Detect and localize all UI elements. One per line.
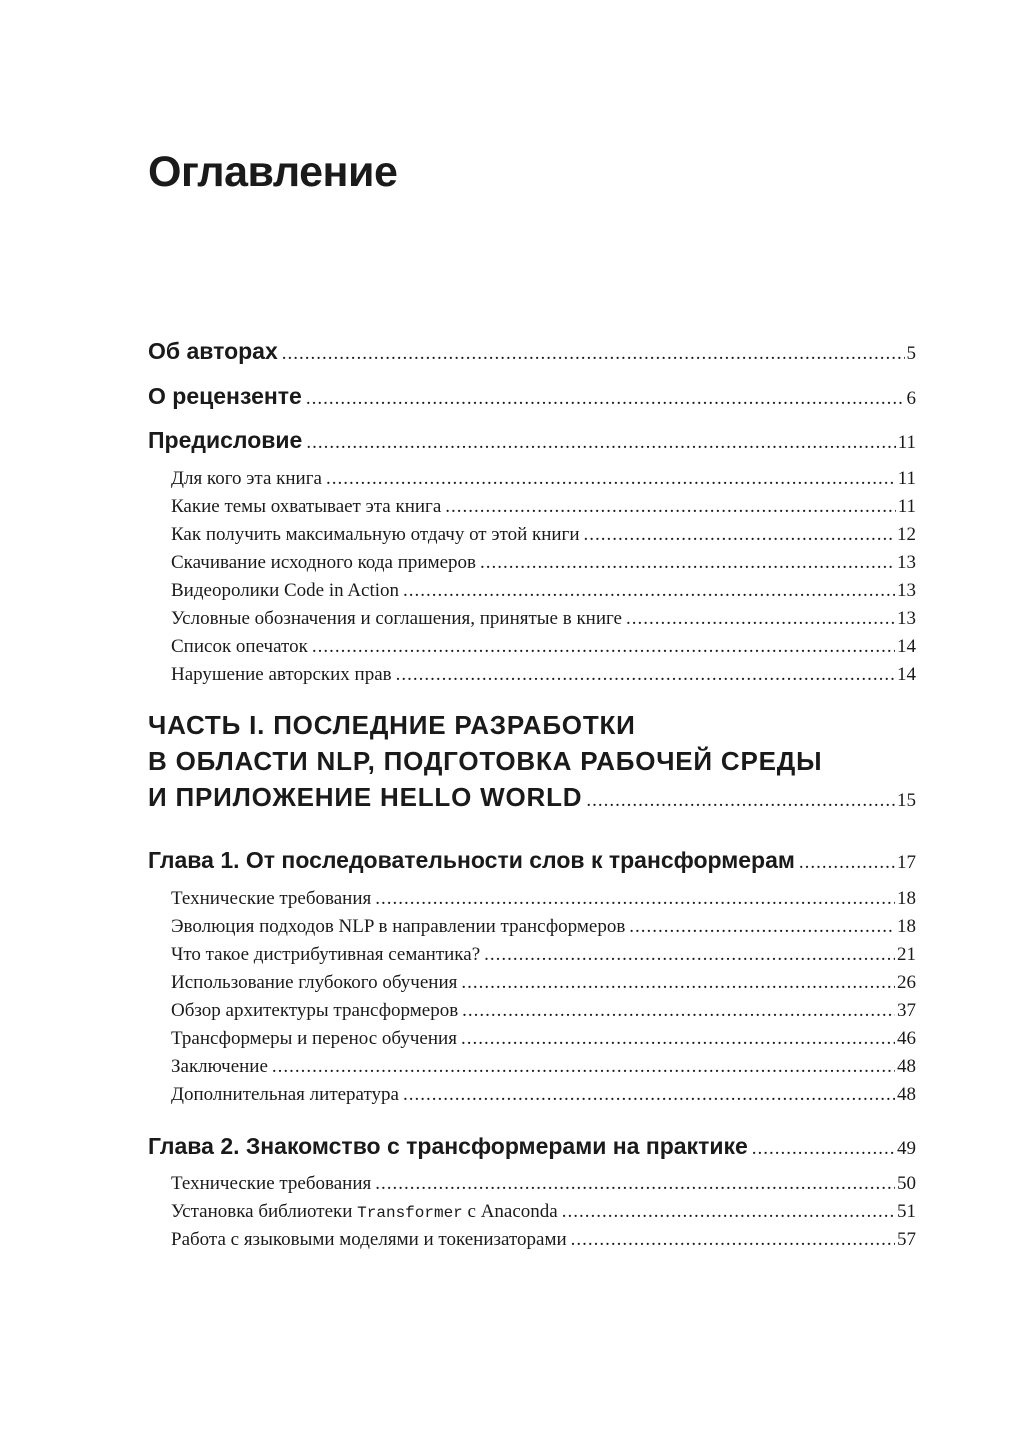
leader-dots bbox=[562, 1201, 895, 1223]
leader-dots bbox=[445, 496, 895, 518]
toc-label: Для кого эта книга bbox=[171, 468, 322, 489]
leader-dots bbox=[326, 468, 896, 490]
part-title-line: ЧАСТЬ I. ПОСЛЕДНИЕ РАЗРАБОТКИ bbox=[148, 710, 636, 740]
toc-page-number: 11 bbox=[897, 432, 916, 453]
toc-subentry[interactable] bbox=[171, 1028, 916, 1050]
toc-entry-chapter-2[interactable] bbox=[148, 1133, 916, 1160]
toc-label-text: с Anaconda bbox=[462, 1201, 558, 1222]
toc-label: Использование глубокого обучения bbox=[171, 972, 458, 993]
toc-label: Что такое дистрибутивная семантика? bbox=[171, 944, 481, 965]
toc-page-number: 51 bbox=[897, 1201, 916, 1222]
toc-page-number: 13 bbox=[897, 552, 916, 573]
toc-page-number: 21 bbox=[897, 944, 916, 965]
leader-dots bbox=[584, 524, 895, 546]
toc-label: Трансформеры и перенос обучения bbox=[171, 1028, 457, 1049]
leader-dots bbox=[312, 636, 895, 658]
toc-page-number: 18 bbox=[897, 916, 916, 937]
toc-page-number: 15 bbox=[897, 790, 916, 811]
toc-label: Глава 1. От последовательности слов к трансформерам bbox=[148, 847, 795, 873]
toc-subentry[interactable] bbox=[171, 552, 916, 574]
leader-dots bbox=[462, 1000, 895, 1022]
page-title: Оглавление bbox=[148, 148, 398, 196]
toc-label: Список опечаток bbox=[171, 636, 308, 657]
leader-dots bbox=[752, 1138, 895, 1160]
part-title-line: В ОБЛАСТИ NLP, ПОДГОТОВКА РАБОЧЕЙ СРЕДЫ bbox=[148, 746, 823, 776]
leader-dots bbox=[306, 432, 895, 454]
toc-subentry[interactable] bbox=[171, 664, 916, 686]
toc-entry-about-authors[interactable] bbox=[148, 338, 916, 365]
leader-dots bbox=[306, 388, 905, 410]
leader-dots bbox=[375, 888, 895, 910]
toc-label: Глава 2. Знакомство с трансформерами на практике bbox=[148, 1133, 748, 1159]
leader-dots bbox=[571, 1229, 895, 1251]
toc-page-number: 37 bbox=[897, 1000, 916, 1021]
toc-label bbox=[171, 1201, 558, 1223]
leader-dots bbox=[629, 916, 895, 938]
toc-subentry[interactable] bbox=[171, 944, 916, 966]
toc-label: Дополнительная литература bbox=[171, 1084, 399, 1105]
toc-label: Об авторах bbox=[148, 338, 278, 364]
toc-page-number: 14 bbox=[897, 636, 916, 657]
leader-dots bbox=[480, 552, 895, 574]
toc-label: Обзор архитектуры трансформеров bbox=[171, 1000, 459, 1021]
toc-entry-chapter-1[interactable] bbox=[148, 847, 916, 874]
toc-page-number: 6 bbox=[906, 388, 916, 409]
inline-code: Transformer bbox=[357, 1204, 463, 1222]
toc-subentry[interactable] bbox=[171, 580, 916, 602]
toc-label: Технические требования bbox=[171, 1173, 372, 1194]
toc-page-number: 48 bbox=[897, 1084, 916, 1105]
toc-page-number: 48 bbox=[897, 1056, 916, 1077]
toc-label: Условные обозначения и соглашения, принятые в книге bbox=[171, 608, 622, 629]
toc-entry-reviewer[interactable] bbox=[148, 383, 916, 410]
leader-dots bbox=[403, 1084, 895, 1106]
toc-page-number: 46 bbox=[897, 1028, 916, 1049]
toc-page-number: 49 bbox=[897, 1138, 916, 1159]
toc-page-number: 50 bbox=[897, 1173, 916, 1194]
toc-page-number: 13 bbox=[897, 580, 916, 601]
leader-dots bbox=[282, 343, 905, 365]
leader-dots bbox=[403, 580, 895, 602]
toc-page-number: 14 bbox=[897, 664, 916, 685]
toc-subentry[interactable] bbox=[171, 468, 916, 490]
toc-subentry[interactable] bbox=[171, 888, 916, 910]
leader-dots bbox=[799, 852, 895, 874]
toc-entry-preface[interactable] bbox=[148, 427, 916, 454]
leader-dots bbox=[396, 664, 895, 686]
leader-dots bbox=[461, 972, 895, 994]
toc-label: Работа с языковыми моделями и токенизаторами bbox=[171, 1229, 567, 1250]
toc-label: Видеоролики Code in Action bbox=[171, 580, 400, 601]
toc-subentry[interactable] bbox=[171, 1229, 916, 1251]
toc-page-number: 13 bbox=[897, 608, 916, 629]
toc-subentry[interactable] bbox=[171, 1084, 916, 1106]
leader-dots bbox=[484, 944, 895, 966]
toc-page-number: 12 bbox=[897, 524, 916, 545]
toc-label: Какие темы охватывает эта книга bbox=[171, 496, 442, 517]
toc-subentry[interactable] bbox=[171, 1056, 916, 1078]
toc-label: Скачивание исходного кода примеров bbox=[171, 552, 477, 573]
toc-part-heading[interactable] bbox=[148, 707, 916, 819]
toc-subentry[interactable] bbox=[171, 916, 916, 938]
part-title-line: И ПРИЛОЖЕНИЕ HELLO WORLD bbox=[148, 782, 583, 812]
toc-subentry[interactable] bbox=[171, 972, 916, 994]
toc-label: Предисловие bbox=[148, 427, 303, 453]
toc-label: Технические требования bbox=[171, 888, 372, 909]
toc-subentry[interactable] bbox=[171, 1201, 916, 1223]
leader-dots bbox=[272, 1056, 895, 1078]
part-title-last-line bbox=[148, 779, 916, 819]
toc-page-number: 5 bbox=[906, 343, 916, 364]
leader-dots bbox=[375, 1173, 895, 1195]
toc-subentry[interactable] bbox=[171, 636, 916, 658]
leader-dots bbox=[586, 783, 895, 819]
toc-page-number: 26 bbox=[897, 972, 916, 993]
toc-subentry[interactable] bbox=[171, 1173, 916, 1195]
toc-subentry[interactable] bbox=[171, 524, 916, 546]
leader-dots bbox=[461, 1028, 895, 1050]
toc-subentry[interactable] bbox=[171, 496, 916, 518]
toc-page-number: 11 bbox=[897, 496, 916, 517]
toc-subentry[interactable] bbox=[171, 608, 916, 630]
toc-page-number: 18 bbox=[897, 888, 916, 909]
toc-label: Нарушение авторских прав bbox=[171, 664, 392, 685]
toc-subentry[interactable] bbox=[171, 1000, 916, 1022]
toc-page-number: 11 bbox=[897, 468, 916, 489]
toc-label-text: Установка библиотеки bbox=[171, 1201, 358, 1222]
toc-label: Заключение bbox=[171, 1056, 268, 1077]
toc-label: Как получить максимальную отдачу от этой книги bbox=[171, 524, 580, 545]
toc-page-number: 57 bbox=[897, 1229, 916, 1250]
toc-page-number: 17 bbox=[897, 852, 916, 873]
toc-label: О рецензенте bbox=[148, 383, 302, 409]
leader-dots bbox=[626, 608, 895, 630]
toc-label: Эволюция подходов NLP в направлении трансформеров bbox=[171, 916, 626, 937]
